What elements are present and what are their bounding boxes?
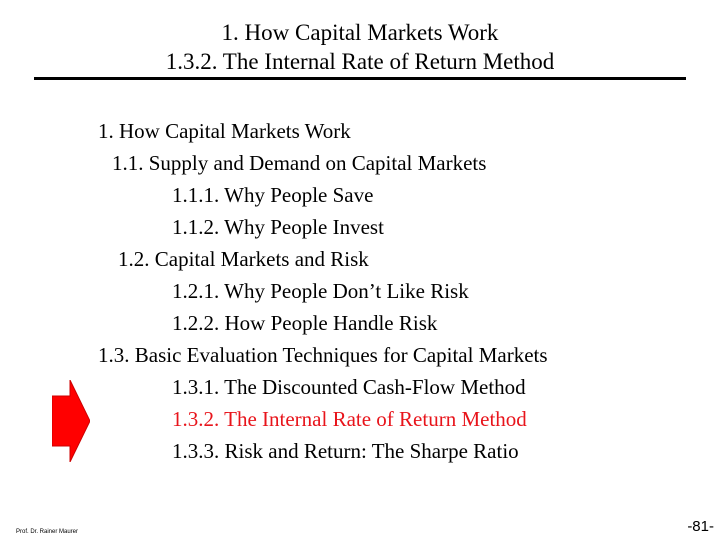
slide-title (0, 18, 720, 76)
slide-title-line-1: 1. How Capital Markets Work (221, 20, 499, 45)
outline-item-1-2-1: 1.2.1. Why People Don’t Like Risk (172, 279, 469, 303)
outline-item-1-1-2: 1.1.2. Why People Invest (172, 215, 384, 239)
outline-item-1-1: 1.1. Supply and Demand on Capital Markets (112, 151, 487, 175)
slide-subtitle: 1.3.2. The Internal Rate of Return Method (165, 49, 555, 74)
outline-item-1: 1. How Capital Markets Work (98, 119, 351, 143)
outline-item-1-2-2: 1.2.2. How People Handle Risk (172, 311, 438, 335)
outline-item-1-3: 1.3. Basic Evaluation Techniques for Capital Markets (98, 343, 548, 367)
page-number: -81- (687, 518, 714, 535)
outline-item-1-2: 1.2. Capital Markets and Risk (118, 247, 369, 271)
right-arrow-icon (52, 380, 90, 462)
outline-item-1-1-1: 1.1.1. Why People Save (172, 183, 374, 207)
footer-author: Prof. Dr. Rainer Maurer (16, 529, 79, 535)
title-underline (34, 77, 686, 80)
outline-item-1-3-3: 1.3.3. Risk and Return: The Sharpe Ratio (172, 439, 519, 463)
outline-item-1-3-2-current: 1.3.2. The Internal Rate of Return Method (172, 407, 527, 431)
outline-item-1-3-1: 1.3.1. The Discounted Cash-Flow Method (172, 375, 526, 399)
